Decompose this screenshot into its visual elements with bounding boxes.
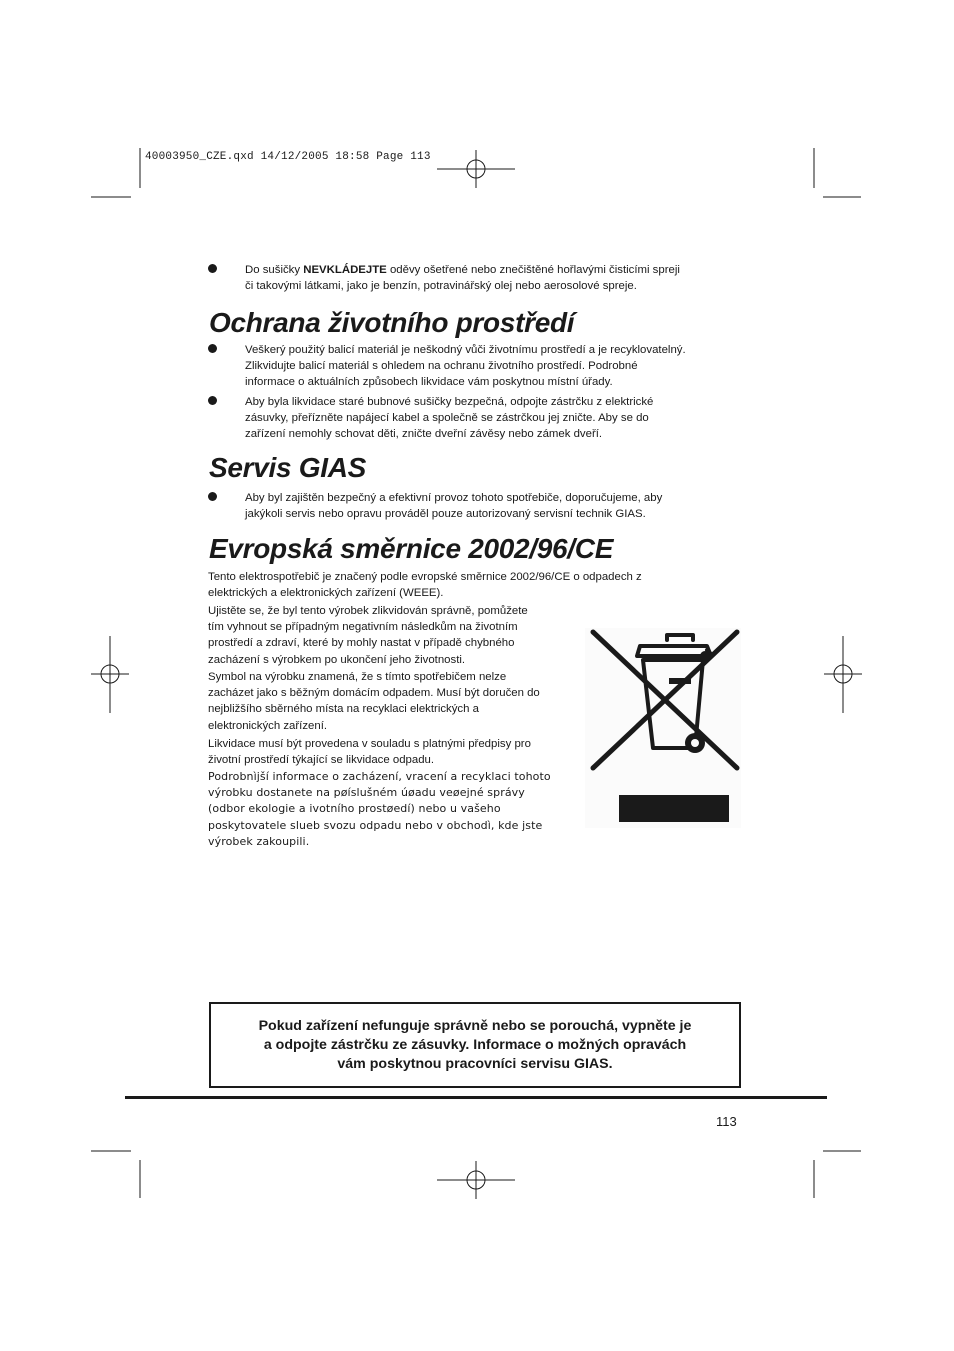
text-line: Podrobnìjší informace o zacházení, vracení a recyklaci tohoto [208,770,551,783]
section-heading-service: Servis GIAS [209,452,367,483]
paragraph [208,603,588,668]
section-heading-directive: Evropská směrnice 2002/96/CE [209,533,614,564]
text-line: Pokud zařízení nefunguje správně nebo se porouchá, vypněte je [258,1017,692,1034]
notice-text [225,1017,725,1074]
text-line: zařízení nemohly schovat děti, zničte dveřní závěsy nebo zámek dveří. [245,428,603,441]
text-line: Zlikvidujte balicí materiál s ohledem na ochranu životního prostředí. Podrobné [245,360,638,373]
directive-intro [208,569,728,601]
bullet-icon [208,492,217,501]
text-line: prostředí a zdraví, které by mohly nastat v případě chybného [208,637,515,650]
text-line: výrobek zakoupili. [208,834,310,848]
text-line: informace o aktuálních způsobech likvidace vám poskytnou místní úřady. [245,376,613,389]
text-line: (odbor ekologie a ivotního prostøedí) nebo u vašeho [208,802,501,816]
text-line: zacházení s výrobkem po ukončení jeho životnosti. [208,653,466,666]
text-line: Aby byla likvidace staré bubnové sušičky bezpečná, odpojte zástrčku z elektrické [245,396,654,408]
printer-slug: 40003950_CZE.qxd 14/12/2005 18:58 Page 113 [145,151,431,163]
paragraph [208,669,588,734]
text-line: Likvidace musí být provedena v souladu s platnými předpisy pro [208,738,531,750]
crossed-out-wheelie-bin-icon [585,628,741,828]
text-line: elektronických zařízení. [208,719,328,732]
text-line: elektrických a elektronických zařízení (WEEE). [208,587,444,600]
text-line: zacházet jako s běžným domácím odpadem. Musí být doručen do [208,687,540,700]
notice-box [209,1002,741,1088]
text-line: Aby byl zajištěn bezpečný a efektivní provoz tohoto spotřebiče, doporučujeme, aby [245,492,663,504]
bullet-text [245,262,748,294]
text-line: nejbližšího sběrného místa na recyklaci elektrických a [208,703,479,716]
text-span: Do sušičky [245,264,304,276]
text-line: výrobku dostanete na pøíslušném úøadu veøejné správy [208,786,525,800]
emphasis-text: NEVKLÁDEJTE [303,264,387,276]
text-line: životní prostředí týkající se likvidace odpadu. [208,754,435,767]
section-heading-environment: Ochrana životního prostředí [209,307,575,338]
bullet-text [245,394,748,443]
paragraph [208,736,588,768]
bullet-icon [208,344,217,353]
text-line: Veškerý použitý balicí materiál je neškodný vůči životnímu prostředí a je recyklovatelný. [245,344,686,356]
text-line: Symbol na výrobku znamená, že s tímto spotřebičem nelze [208,671,507,683]
bullet-text [245,342,748,391]
bullet-icon [208,264,217,273]
text-line: tím vyhnout se případným negativním následkům na životním [208,621,518,634]
text-line: Ujistěte se, že byl tento výrobek zlikvidován správně, pomůžete [208,605,528,617]
bullet-text [245,490,748,522]
text-span: oděvy ošetřené nebo znečištěné hořlavými čisticími spreji [386,264,680,276]
text-line: poskytovatele slueb svozu odpadu nebo v obchodì, kde jste [208,818,543,832]
text-line: jakýkoli servis nebo opravu prováděl pouze autorizovaný servisní technik GIAS. [245,508,646,521]
text-line: a odpojte zástrčku ze zásuvky. Informace o možných opravách [263,1036,687,1053]
paragraph [208,769,588,850]
text-line: Tento elektrospotřebič je značený podle evropské směrnice 2002/96/CE o odpadech z [208,571,642,583]
footer-rule [125,1096,827,1099]
page-number: 113 [716,1114,737,1129]
text-line: zásuvky, přeřízněte napájecí kabel a společně se zástrčkou jej zničte. Aby se do [245,412,649,425]
text-span: či takovými látkami, jako je benzín, potravinářský olej nebo aerosolové spreje. [245,280,637,293]
bullet-icon [208,396,217,405]
text-line: vám poskytnou pracovníci servisu GIAS. [337,1055,613,1072]
